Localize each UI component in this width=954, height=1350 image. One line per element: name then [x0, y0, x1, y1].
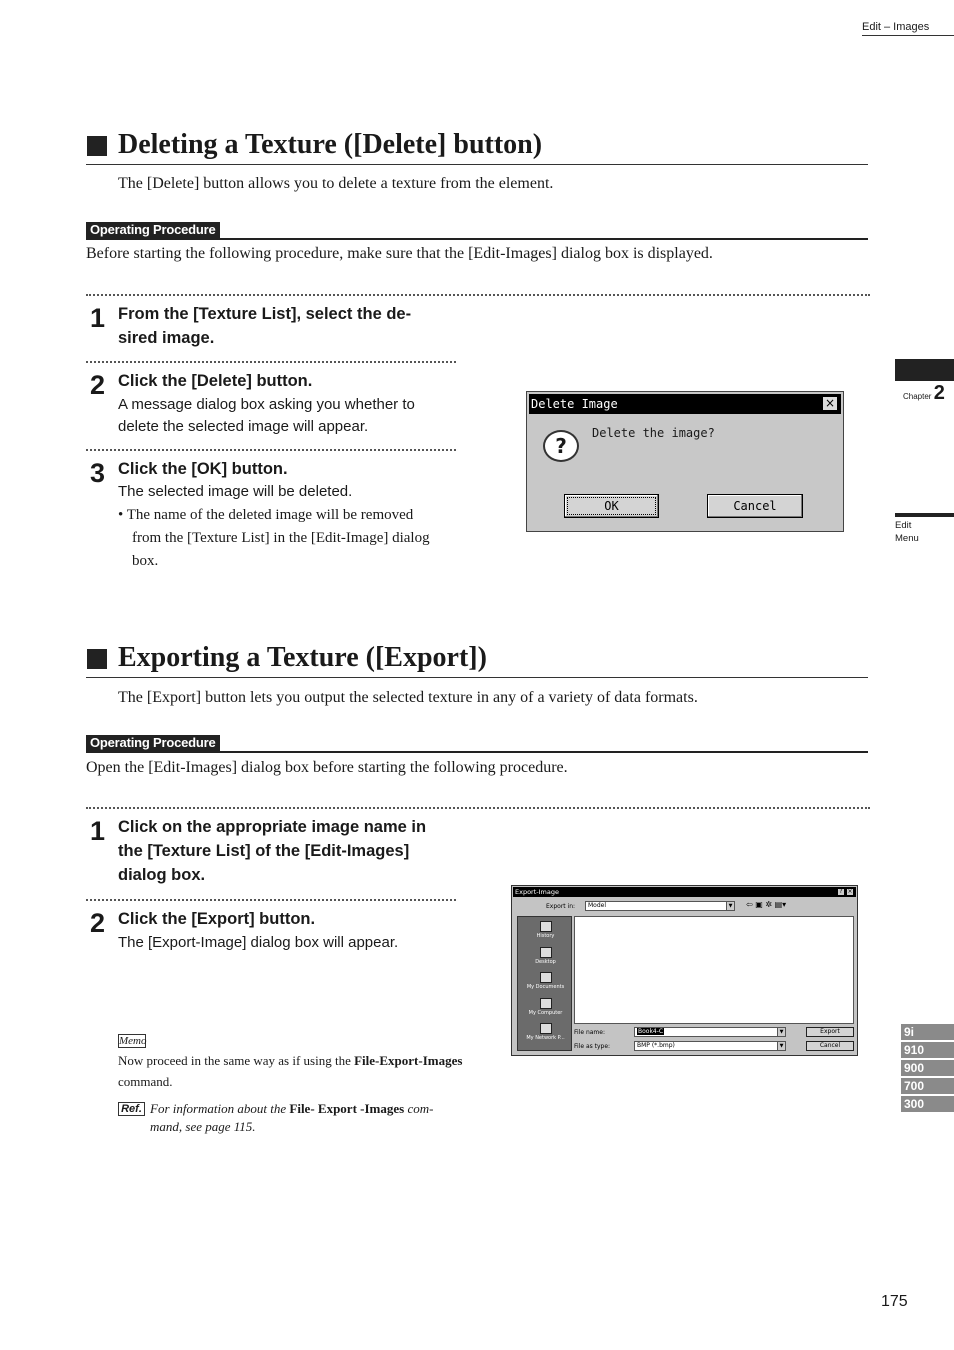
close-icon[interactable]: ×: [847, 888, 853, 895]
memo-text: [118, 1050, 463, 1092]
memo-text-part: command.: [118, 1074, 173, 1089]
places-item-label: My Documents: [526, 984, 565, 990]
chevron-down-icon: ▼: [777, 1042, 785, 1050]
file-type-select[interactable]: [634, 1041, 786, 1051]
bullet-line: • The name of the deleted image will be removed: [118, 507, 414, 523]
file-type-label: File as type:: [574, 1043, 611, 1050]
places-item-label: History: [536, 933, 555, 939]
file-name-field[interactable]: [634, 1027, 786, 1037]
section-title: Deleting a Texture ([Delete] button): [118, 129, 543, 160]
question-icon: ?: [543, 430, 579, 462]
dotted-divider: [86, 899, 456, 901]
step-title: Click the [OK] button.: [118, 460, 288, 478]
section-intro: The [Delete] button allows you to delete a texture from the element.: [118, 175, 554, 192]
chevron-down-icon: ▼: [726, 902, 734, 910]
places-item-history[interactable]: [518, 921, 573, 939]
file-type-value: BMP (*.bmp): [637, 1042, 675, 1049]
step-title-line: dialog box.: [118, 866, 206, 884]
ref-command: File- Export -Images: [289, 1101, 405, 1116]
step-title-line: From the [Texture List], select the de-: [118, 305, 412, 323]
file-list[interactable]: [574, 916, 854, 1024]
places-item-label: My Network P...: [526, 1035, 565, 1041]
export-in-label: Export in:: [546, 903, 576, 910]
bullet-line: box.: [132, 553, 159, 569]
export-in-select[interactable]: [585, 901, 735, 911]
dialog-title: Delete Image: [531, 397, 618, 411]
model-tab: 910: [901, 1042, 954, 1058]
chapter-label: [903, 382, 945, 405]
step-body-line: delete the selected image will appear.: [118, 418, 369, 435]
operating-procedure-label: Operating Procedure: [86, 222, 220, 238]
step-number: 2: [90, 370, 105, 400]
section-heading-delete: [86, 129, 868, 165]
dialog-message: Delete the image?: [592, 426, 715, 440]
step-body: [118, 394, 415, 438]
file-name-value: Book4-C: [638, 1028, 664, 1035]
network-icon: [540, 1023, 552, 1034]
chapter-number: 2: [933, 382, 945, 404]
procedure-preface: Before starting the following procedure, make sure that the [Edit-Images] dialog box is displayed.: [86, 245, 713, 262]
dotted-divider: [86, 807, 870, 809]
places-item-label: Desktop: [535, 959, 556, 965]
section-title: Exporting a Texture ([Export]): [118, 642, 487, 673]
places-item-documents[interactable]: [518, 972, 573, 990]
help-icon[interactable]: ?: [837, 888, 845, 896]
procedure-preface: Open the [Edit-Images] dialog box before starting the following procedure.: [86, 759, 568, 776]
model-tab: 9i: [901, 1024, 954, 1040]
edit-menu-tab-bar: [895, 513, 954, 517]
dotted-divider: [86, 449, 456, 451]
step-number: 2: [90, 908, 105, 938]
step-body-line: A message dialog box asking you whether to: [118, 396, 415, 413]
export-image-dialog: [511, 885, 858, 1056]
model-tab: 700: [901, 1078, 954, 1094]
step-number: 3: [90, 458, 105, 488]
edit-menu-label: [895, 519, 919, 545]
dialog-titlebar: [529, 394, 841, 414]
memo-icon: Memo: [119, 1035, 147, 1047]
places-item-label: My Computer: [528, 1010, 563, 1016]
memo-text-part: Now proceed in the same way as if using the: [118, 1053, 355, 1068]
dotted-divider: [86, 294, 870, 296]
ref-text-part: com-: [404, 1101, 434, 1116]
places-item-network[interactable]: [518, 1023, 573, 1041]
step-title: [118, 302, 411, 350]
operating-procedure-bar: [86, 222, 868, 240]
reference-text: [150, 1099, 455, 1119]
step-title: [118, 815, 426, 887]
chevron-down-icon: ▼: [777, 1028, 785, 1036]
step-title-line: sired image.: [118, 329, 215, 347]
heading-square-icon: [87, 136, 107, 156]
chapter-word: Chapter: [903, 392, 932, 401]
heading-square-icon: [87, 649, 107, 669]
section-heading-export: [86, 642, 868, 678]
model-tab: 300: [901, 1096, 954, 1112]
memo-command: File-Export-Images: [354, 1053, 463, 1068]
step-number: 1: [90, 816, 105, 846]
operating-procedure-bar: [86, 735, 868, 753]
desktop-icon: [540, 947, 552, 958]
step-title-line: the [Texture List] of the [Edit-Images]: [118, 842, 410, 860]
page-number: 175: [881, 1293, 908, 1310]
dialog-title: Export-Image: [515, 888, 559, 896]
ok-button[interactable]: OK: [564, 494, 659, 518]
edit-menu-line: Menu: [895, 533, 919, 544]
step-number: 1: [90, 303, 105, 333]
running-header: Edit – Images: [862, 21, 954, 36]
close-icon[interactable]: ×: [822, 396, 838, 411]
cancel-button[interactable]: Cancel: [806, 1041, 854, 1051]
places-item-computer[interactable]: [518, 998, 573, 1016]
section-intro: The [Export] button lets you output the selected texture in any of a variety of data formats.: [118, 689, 698, 706]
places-item-desktop[interactable]: [518, 947, 573, 965]
step-title: Click the [Export] button.: [118, 910, 316, 928]
folder-icon: [540, 972, 552, 983]
toolbar-icons[interactable]: ⇦ ▣ ✲ ▤▾: [746, 900, 787, 909]
computer-icon: [540, 998, 552, 1009]
cancel-button[interactable]: Cancel: [707, 494, 803, 518]
export-button[interactable]: Export: [806, 1027, 854, 1037]
ref-text-part: For information about the: [150, 1101, 290, 1116]
export-in-value: Model: [588, 902, 607, 909]
history-icon: [540, 921, 552, 932]
step-title-line: Click on the appropriate image name in: [118, 818, 427, 836]
edit-menu-line: Edit: [895, 520, 912, 531]
chapter-tab-bar: [895, 359, 954, 381]
bullet-line: from the [Texture List] in the [Edit-Image] dialog: [132, 530, 430, 546]
file-name-label: File name:: [574, 1029, 605, 1036]
note-bullet: [118, 504, 458, 573]
step-title: Click the [Delete] button.: [118, 372, 313, 390]
operating-procedure-label: Operating Procedure: [86, 735, 220, 751]
places-bar: [517, 916, 572, 1051]
step-body: The [Export-Image] dialog box will appear.: [118, 934, 399, 951]
reference-icon: Ref.: [118, 1102, 145, 1116]
reference-text-cont: mand, see page 115.: [150, 1119, 256, 1134]
delete-image-dialog: [526, 391, 844, 532]
dialog-titlebar: [513, 887, 856, 897]
step-body: The selected image will be deleted.: [118, 483, 353, 500]
model-tab: 900: [901, 1060, 954, 1076]
dotted-divider: [86, 361, 456, 363]
